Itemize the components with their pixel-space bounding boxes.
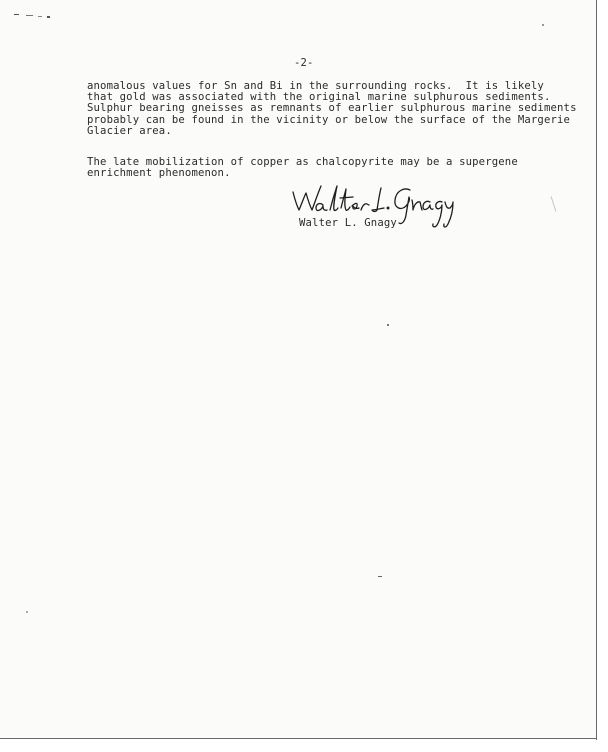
scan-speck	[26, 611, 28, 613]
scan-margin	[596, 0, 608, 752]
paragraph-line: Glacier area.	[87, 124, 172, 137]
scan-speck	[47, 16, 50, 18]
scan-speck	[387, 324, 389, 326]
page-edge-bottom	[0, 738, 597, 739]
scan-speck	[38, 16, 42, 17]
scan-speck	[378, 576, 382, 577]
paragraph-line: anomalous values for Sn and Bi in the surrounding rocks. It is likely	[87, 80, 544, 92]
paragraph-line: that gold was associated with the original marine sulphurous sediments.	[87, 91, 551, 104]
typed-signatory-name: Walter L. Gnagy	[299, 217, 397, 229]
paragraph-line: The late mobilization of copper as chalcopyrite may be a supergene	[87, 156, 518, 168]
scan-speck	[26, 15, 33, 16]
scan-speck	[551, 196, 557, 212]
page-edge-right	[596, 0, 597, 740]
paragraph-line: enrichment phenomenon.	[87, 167, 231, 180]
paragraph-line: Sulphur bearing gneisses as remnants of earlier sulphurous marine sediments	[87, 102, 577, 115]
paragraph-1	[87, 80, 577, 137]
scan-speck	[14, 14, 19, 15]
paragraph-2	[87, 157, 557, 179]
scan-speck	[542, 24, 544, 26]
paragraph-line: probably can be found in the vicinity or below the surface of the Margerie	[87, 113, 571, 126]
page-number: -2-	[294, 57, 314, 69]
